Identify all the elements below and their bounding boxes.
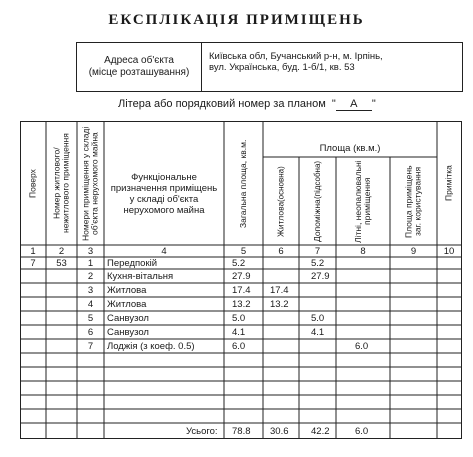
room-auxiliary-area: 27.9 xyxy=(311,271,330,282)
header-floor: Поверх xyxy=(27,169,38,198)
floor-value: 7 xyxy=(30,258,36,269)
totals-summer: 6.0 xyxy=(355,426,369,437)
room-number: 5 xyxy=(87,313,94,324)
litera-row: Літера або порядковий номер за планом " А " xyxy=(118,98,376,110)
room-name: Житлова xyxy=(107,299,147,310)
totals-living: 30.6 xyxy=(270,426,289,437)
column-number: 6 xyxy=(278,246,284,257)
address-label-line2: (місце розташування) xyxy=(88,67,190,78)
address-label-line1: Адреса об'єкта xyxy=(104,55,174,66)
litera-value: А xyxy=(336,98,372,111)
room-total-area: 5.0 xyxy=(232,313,246,324)
document-title: ЕКСПЛІКАЦІЯ ПРИМІЩЕНЬ xyxy=(108,12,365,28)
column-number: 2 xyxy=(58,246,65,257)
header-common: Площа приміщень заг. користування xyxy=(403,165,423,238)
header-living-label: Житлова xyxy=(275,201,286,237)
column-number: 1 xyxy=(30,246,36,257)
room-number: 7 xyxy=(87,341,94,352)
room-name: Житлова xyxy=(107,285,147,296)
header-total-area: Загальна площа, кв.м. xyxy=(238,139,248,228)
room-total-area: 17.4 xyxy=(232,285,251,296)
address-value-line1: Київська обл, Бучанський р-н, м. Ірпінь, xyxy=(209,51,383,62)
room-auxiliary-area: 4.1 xyxy=(311,327,325,338)
column-number: 3 xyxy=(87,246,94,257)
room-summer-area: 6.0 xyxy=(355,341,369,352)
litera-label: Літера або порядковий номер за планом xyxy=(118,98,326,110)
column-number: 5 xyxy=(240,246,247,257)
totals-total-area: 78.8 xyxy=(232,426,251,437)
room-living-area: 17.4 xyxy=(270,285,289,296)
room-total-area: 6.0 xyxy=(232,341,246,352)
room-living-area: 13.2 xyxy=(270,299,289,310)
room-auxiliary-area: 5.0 xyxy=(311,313,325,324)
column-number: 10 xyxy=(443,246,455,257)
column-number: 8 xyxy=(360,246,366,257)
column-number: 7 xyxy=(314,246,321,257)
room-number: 6 xyxy=(87,327,94,338)
header-living xyxy=(263,158,299,245)
header-apartment-no: Номер житлового/ нежитлового приміщення xyxy=(51,133,71,234)
header-auxiliary-sub: (підсобна) xyxy=(313,161,322,200)
room-total-area: 27.9 xyxy=(232,271,251,282)
header-area-group: Площа (кв.м.) xyxy=(319,143,381,154)
header-auxiliary-label: Допоміжна xyxy=(312,199,322,242)
column-number: 4 xyxy=(161,246,167,257)
room-name: Санвузол xyxy=(107,313,149,324)
room-total-area: 4.1 xyxy=(232,327,246,338)
header-room-no: Номери приміщення у складі об'єкта нерухомого майна xyxy=(80,126,100,241)
column-number: 9 xyxy=(410,246,417,257)
address-label xyxy=(77,43,202,91)
room-number: 1 xyxy=(87,258,94,269)
header-living-sub: (основна) xyxy=(276,166,286,202)
room-name: Санвузол xyxy=(107,327,149,338)
header-purpose: Функціональне призначення приміщень у складі об'єкта нерухомого майна xyxy=(110,172,218,216)
header-summer: Літні, неопалювальні приміщення xyxy=(353,160,372,243)
room-number: 2 xyxy=(87,271,94,282)
room-name: Лоджія (з коеф. 0.5) xyxy=(107,341,195,352)
totals-label: Усього: xyxy=(186,426,218,437)
totals-auxiliary: 42.2 xyxy=(311,426,330,437)
room-total-area: 13.2 xyxy=(232,299,251,310)
address-value-line2: вул. Українська, буд. 1-б/1, кв. 53 xyxy=(209,62,355,73)
room-auxiliary-area: 5.2 xyxy=(311,258,325,269)
address-box xyxy=(76,42,463,92)
room-number: 3 xyxy=(87,285,94,296)
room-number: 4 xyxy=(87,299,94,310)
header-auxiliary xyxy=(299,158,336,245)
apartment-value: 53 xyxy=(56,258,67,269)
address-value xyxy=(209,51,459,73)
room-name: Кухня-вітальня xyxy=(107,271,174,282)
room-name: Передпокій xyxy=(107,258,158,269)
room-total-area: 5.2 xyxy=(232,258,246,269)
header-note: Примітка xyxy=(443,165,454,202)
